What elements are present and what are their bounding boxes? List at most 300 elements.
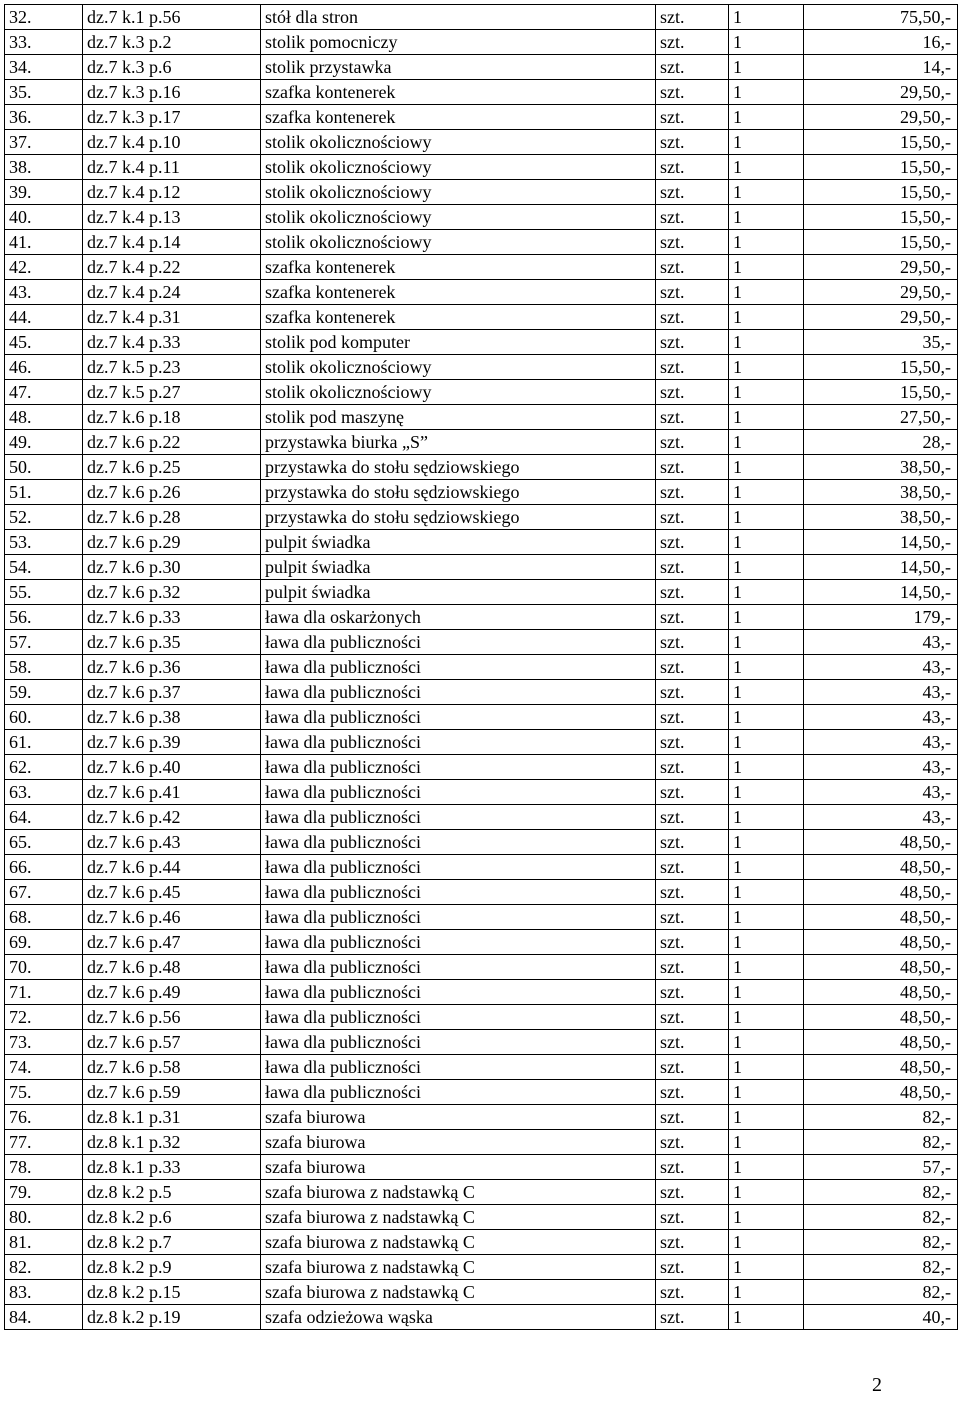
table-row	[5, 55, 958, 80]
inventory-location-cell: dz.7 k.4 p.11	[83, 155, 261, 180]
row-number-cell: 83.	[5, 1280, 83, 1305]
quantity-cell: 1	[729, 1205, 804, 1230]
quantity-cell: 1	[729, 1130, 804, 1155]
inventory-location-cell: dz.7 k.1 p.56	[83, 5, 261, 30]
quantity-cell: 1	[729, 630, 804, 655]
item-name-cell: ława dla oskarżonych	[261, 605, 656, 630]
row-number-cell: 34.	[5, 55, 83, 80]
quantity-cell: 1	[729, 730, 804, 755]
inventory-location-cell: dz.8 k.2 p.6	[83, 1205, 261, 1230]
table-row	[5, 930, 958, 955]
unit-cell: szt.	[656, 955, 729, 980]
inventory-location-cell: dz.7 k.4 p.14	[83, 230, 261, 255]
item-name-cell: szafa biurowa	[261, 1130, 656, 1155]
unit-cell: szt.	[656, 405, 729, 430]
table-row	[5, 1305, 958, 1330]
table-row	[5, 305, 958, 330]
quantity-cell: 1	[729, 605, 804, 630]
inventory-location-cell: dz.7 k.4 p.24	[83, 280, 261, 305]
value-cell: 82,-	[804, 1280, 958, 1305]
row-number-cell: 64.	[5, 805, 83, 830]
inventory-location-cell: dz.7 k.6 p.18	[83, 405, 261, 430]
value-cell: 29,50,-	[804, 105, 958, 130]
quantity-cell: 1	[729, 530, 804, 555]
quantity-cell: 1	[729, 705, 804, 730]
inventory-location-cell: dz.8 k.2 p.9	[83, 1255, 261, 1280]
row-number-cell: 79.	[5, 1180, 83, 1205]
quantity-cell: 1	[729, 480, 804, 505]
quantity-cell: 1	[729, 130, 804, 155]
inventory-location-cell: dz.7 k.6 p.45	[83, 880, 261, 905]
quantity-cell: 1	[729, 380, 804, 405]
table-row	[5, 1205, 958, 1230]
item-name-cell: stolik okolicznościowy	[261, 380, 656, 405]
table-row	[5, 1030, 958, 1055]
value-cell: 15,50,-	[804, 130, 958, 155]
row-number-cell: 54.	[5, 555, 83, 580]
inventory-location-cell: dz.7 k.6 p.32	[83, 580, 261, 605]
inventory-location-cell: dz.7 k.6 p.46	[83, 905, 261, 930]
item-name-cell: szafa biurowa z nadstawką C	[261, 1280, 656, 1305]
quantity-cell: 1	[729, 280, 804, 305]
table-row	[5, 205, 958, 230]
value-cell: 48,50,-	[804, 955, 958, 980]
quantity-cell: 1	[729, 955, 804, 980]
value-cell: 43,-	[804, 730, 958, 755]
item-name-cell: przystawka do stołu sędziowskiego	[261, 505, 656, 530]
item-name-cell: ława dla publiczności	[261, 880, 656, 905]
unit-cell: szt.	[656, 1155, 729, 1180]
item-name-cell: ława dla publiczności	[261, 955, 656, 980]
table-row	[5, 630, 958, 655]
value-cell: 57,-	[804, 1155, 958, 1180]
unit-cell: szt.	[656, 1230, 729, 1255]
inventory-location-cell: dz.7 k.6 p.36	[83, 655, 261, 680]
value-cell: 48,50,-	[804, 980, 958, 1005]
item-name-cell: stolik pod komputer	[261, 330, 656, 355]
unit-cell: szt.	[656, 255, 729, 280]
unit-cell: szt.	[656, 180, 729, 205]
row-number-cell: 46.	[5, 355, 83, 380]
inventory-location-cell: dz.7 k.6 p.26	[83, 480, 261, 505]
table-row	[5, 405, 958, 430]
inventory-location-cell: dz.7 k.5 p.23	[83, 355, 261, 380]
item-name-cell: ława dla publiczności	[261, 780, 656, 805]
quantity-cell: 1	[729, 1155, 804, 1180]
quantity-cell: 1	[729, 330, 804, 355]
value-cell: 38,50,-	[804, 455, 958, 480]
table-row	[5, 880, 958, 905]
value-cell: 15,50,-	[804, 355, 958, 380]
value-cell: 75,50,-	[804, 5, 958, 30]
row-number-cell: 73.	[5, 1030, 83, 1055]
inventory-location-cell: dz.7 k.6 p.59	[83, 1080, 261, 1105]
unit-cell: szt.	[656, 1030, 729, 1055]
row-number-cell: 48.	[5, 405, 83, 430]
item-name-cell: pulpit świadka	[261, 580, 656, 605]
row-number-cell: 45.	[5, 330, 83, 355]
item-name-cell: szafa biurowa z nadstawką C	[261, 1230, 656, 1255]
unit-cell: szt.	[656, 1080, 729, 1105]
table-row	[5, 1080, 958, 1105]
item-name-cell: stolik okolicznościowy	[261, 155, 656, 180]
quantity-cell: 1	[729, 805, 804, 830]
table-row	[5, 255, 958, 280]
item-name-cell: stolik pod maszynę	[261, 405, 656, 430]
table-row	[5, 1055, 958, 1080]
item-name-cell: ława dla publiczności	[261, 905, 656, 930]
table-row	[5, 30, 958, 55]
table-row	[5, 730, 958, 755]
table-row	[5, 555, 958, 580]
quantity-cell: 1	[729, 655, 804, 680]
item-name-cell: ława dla publiczności	[261, 705, 656, 730]
inventory-location-cell: dz.7 k.4 p.22	[83, 255, 261, 280]
item-name-cell: ława dla publiczności	[261, 1055, 656, 1080]
quantity-cell: 1	[729, 1030, 804, 1055]
table-row	[5, 430, 958, 455]
row-number-cell: 84.	[5, 1305, 83, 1330]
table-row	[5, 780, 958, 805]
row-number-cell: 51.	[5, 480, 83, 505]
table-row	[5, 655, 958, 680]
unit-cell: szt.	[656, 30, 729, 55]
value-cell: 27,50,-	[804, 405, 958, 430]
row-number-cell: 42.	[5, 255, 83, 280]
item-name-cell: szafka kontenerek	[261, 105, 656, 130]
row-number-cell: 41.	[5, 230, 83, 255]
inventory-location-cell: dz.7 k.5 p.27	[83, 380, 261, 405]
row-number-cell: 61.	[5, 730, 83, 755]
row-number-cell: 67.	[5, 880, 83, 905]
quantity-cell: 1	[729, 1080, 804, 1105]
item-name-cell: ława dla publiczności	[261, 1030, 656, 1055]
item-name-cell: stolik okolicznościowy	[261, 230, 656, 255]
quantity-cell: 1	[729, 580, 804, 605]
table-row	[5, 1255, 958, 1280]
unit-cell: szt.	[656, 530, 729, 555]
unit-cell: szt.	[656, 1205, 729, 1230]
quantity-cell: 1	[729, 905, 804, 930]
item-name-cell: szafa odzieżowa wąska	[261, 1305, 656, 1330]
item-name-cell: ława dla publiczności	[261, 680, 656, 705]
value-cell: 28,-	[804, 430, 958, 455]
value-cell: 43,-	[804, 755, 958, 780]
value-cell: 48,50,-	[804, 905, 958, 930]
unit-cell: szt.	[656, 805, 729, 830]
quantity-cell: 1	[729, 1255, 804, 1280]
item-name-cell: szafa biurowa z nadstawką C	[261, 1205, 656, 1230]
item-name-cell: szafa biurowa z nadstawką C	[261, 1180, 656, 1205]
quantity-cell: 1	[729, 980, 804, 1005]
inventory-location-cell: dz.7 k.4 p.10	[83, 130, 261, 155]
unit-cell: szt.	[656, 1180, 729, 1205]
unit-cell: szt.	[656, 705, 729, 730]
value-cell: 48,50,-	[804, 1080, 958, 1105]
inventory-location-cell: dz.7 k.6 p.58	[83, 1055, 261, 1080]
value-cell: 48,50,-	[804, 880, 958, 905]
quantity-cell: 1	[729, 1055, 804, 1080]
quantity-cell: 1	[729, 230, 804, 255]
value-cell: 14,-	[804, 55, 958, 80]
item-name-cell: pulpit świadka	[261, 555, 656, 580]
quantity-cell: 1	[729, 855, 804, 880]
quantity-cell: 1	[729, 1305, 804, 1330]
unit-cell: szt.	[656, 905, 729, 930]
item-name-cell: stolik przystawka	[261, 55, 656, 80]
value-cell: 43,-	[804, 655, 958, 680]
inventory-location-cell: dz.7 k.4 p.13	[83, 205, 261, 230]
row-number-cell: 49.	[5, 430, 83, 455]
unit-cell: szt.	[656, 55, 729, 80]
row-number-cell: 82.	[5, 1255, 83, 1280]
row-number-cell: 38.	[5, 155, 83, 180]
row-number-cell: 52.	[5, 505, 83, 530]
item-name-cell: szafka kontenerek	[261, 255, 656, 280]
table-row	[5, 455, 958, 480]
unit-cell: szt.	[656, 830, 729, 855]
row-number-cell: 70.	[5, 955, 83, 980]
unit-cell: szt.	[656, 555, 729, 580]
unit-cell: szt.	[656, 5, 729, 30]
row-number-cell: 39.	[5, 180, 83, 205]
unit-cell: szt.	[656, 80, 729, 105]
unit-cell: szt.	[656, 480, 729, 505]
quantity-cell: 1	[729, 555, 804, 580]
item-name-cell: ława dla publiczności	[261, 855, 656, 880]
item-name-cell: szafka kontenerek	[261, 305, 656, 330]
quantity-cell: 1	[729, 680, 804, 705]
inventory-location-cell: dz.8 k.2 p.19	[83, 1305, 261, 1330]
row-number-cell: 76.	[5, 1105, 83, 1130]
table-row	[5, 80, 958, 105]
value-cell: 48,50,-	[804, 1055, 958, 1080]
table-row	[5, 230, 958, 255]
item-name-cell: ława dla publiczności	[261, 755, 656, 780]
quantity-cell: 1	[729, 55, 804, 80]
unit-cell: szt.	[656, 230, 729, 255]
value-cell: 48,50,-	[804, 855, 958, 880]
table-row	[5, 280, 958, 305]
table-row	[5, 905, 958, 930]
item-name-cell: szafa biurowa	[261, 1105, 656, 1130]
quantity-cell: 1	[729, 880, 804, 905]
row-number-cell: 59.	[5, 680, 83, 705]
row-number-cell: 53.	[5, 530, 83, 555]
unit-cell: szt.	[656, 105, 729, 130]
row-number-cell: 74.	[5, 1055, 83, 1080]
table-row	[5, 955, 958, 980]
table-row	[5, 1180, 958, 1205]
inventory-location-cell: dz.7 k.6 p.30	[83, 555, 261, 580]
item-name-cell: stół dla stron	[261, 5, 656, 30]
table-row	[5, 355, 958, 380]
quantity-cell: 1	[729, 505, 804, 530]
row-number-cell: 68.	[5, 905, 83, 930]
row-number-cell: 37.	[5, 130, 83, 155]
inventory-location-cell: dz.7 k.3 p.2	[83, 30, 261, 55]
table-row	[5, 155, 958, 180]
unit-cell: szt.	[656, 1305, 729, 1330]
unit-cell: szt.	[656, 880, 729, 905]
table-row	[5, 980, 958, 1005]
quantity-cell: 1	[729, 780, 804, 805]
value-cell: 14,50,-	[804, 580, 958, 605]
table-row	[5, 705, 958, 730]
unit-cell: szt.	[656, 455, 729, 480]
table-row	[5, 180, 958, 205]
inventory-location-cell: dz.8 k.2 p.15	[83, 1280, 261, 1305]
table-row	[5, 755, 958, 780]
inventory-table-body	[5, 5, 958, 1330]
value-cell: 15,50,-	[804, 380, 958, 405]
inventory-location-cell: dz.8 k.1 p.32	[83, 1130, 261, 1155]
row-number-cell: 65.	[5, 830, 83, 855]
table-row	[5, 855, 958, 880]
value-cell: 48,50,-	[804, 930, 958, 955]
value-cell: 48,50,-	[804, 830, 958, 855]
value-cell: 82,-	[804, 1130, 958, 1155]
value-cell: 82,-	[804, 1205, 958, 1230]
inventory-location-cell: dz.7 k.6 p.22	[83, 430, 261, 455]
row-number-cell: 60.	[5, 705, 83, 730]
quantity-cell: 1	[729, 755, 804, 780]
value-cell: 82,-	[804, 1105, 958, 1130]
value-cell: 15,50,-	[804, 205, 958, 230]
value-cell: 29,50,-	[804, 255, 958, 280]
item-name-cell: ława dla publiczności	[261, 930, 656, 955]
item-name-cell: przystawka do stołu sędziowskiego	[261, 455, 656, 480]
row-number-cell: 43.	[5, 280, 83, 305]
unit-cell: szt.	[656, 380, 729, 405]
table-row	[5, 805, 958, 830]
value-cell: 15,50,-	[804, 230, 958, 255]
value-cell: 82,-	[804, 1180, 958, 1205]
item-name-cell: ława dla publiczności	[261, 1080, 656, 1105]
row-number-cell: 75.	[5, 1080, 83, 1105]
unit-cell: szt.	[656, 630, 729, 655]
row-number-cell: 50.	[5, 455, 83, 480]
unit-cell: szt.	[656, 1055, 729, 1080]
value-cell: 14,50,-	[804, 555, 958, 580]
value-cell: 179,-	[804, 605, 958, 630]
item-name-cell: stolik okolicznościowy	[261, 130, 656, 155]
value-cell: 38,50,-	[804, 480, 958, 505]
quantity-cell: 1	[729, 405, 804, 430]
item-name-cell: ława dla publiczności	[261, 805, 656, 830]
quantity-cell: 1	[729, 5, 804, 30]
row-number-cell: 44.	[5, 305, 83, 330]
quantity-cell: 1	[729, 1280, 804, 1305]
unit-cell: szt.	[656, 680, 729, 705]
row-number-cell: 72.	[5, 1005, 83, 1030]
inventory-location-cell: dz.7 k.4 p.33	[83, 330, 261, 355]
inventory-location-cell: dz.7 k.6 p.57	[83, 1030, 261, 1055]
inventory-location-cell: dz.7 k.6 p.37	[83, 680, 261, 705]
item-name-cell: stolik okolicznościowy	[261, 355, 656, 380]
inventory-location-cell: dz.7 k.6 p.35	[83, 630, 261, 655]
value-cell: 82,-	[804, 1230, 958, 1255]
unit-cell: szt.	[656, 355, 729, 380]
inventory-location-cell: dz.7 k.3 p.17	[83, 105, 261, 130]
value-cell: 82,-	[804, 1255, 958, 1280]
row-number-cell: 81.	[5, 1230, 83, 1255]
value-cell: 48,50,-	[804, 1005, 958, 1030]
quantity-cell: 1	[729, 355, 804, 380]
unit-cell: szt.	[656, 1005, 729, 1030]
inventory-location-cell: dz.7 k.6 p.41	[83, 780, 261, 805]
value-cell: 43,-	[804, 680, 958, 705]
table-row	[5, 1230, 958, 1255]
table-row	[5, 380, 958, 405]
table-row	[5, 480, 958, 505]
inventory-location-cell: dz.7 k.3 p.6	[83, 55, 261, 80]
inventory-location-cell: dz.7 k.6 p.28	[83, 505, 261, 530]
table-row	[5, 1155, 958, 1180]
quantity-cell: 1	[729, 80, 804, 105]
row-number-cell: 47.	[5, 380, 83, 405]
inventory-location-cell: dz.7 k.6 p.44	[83, 855, 261, 880]
inventory-location-cell: dz.7 k.6 p.29	[83, 530, 261, 555]
table-row	[5, 105, 958, 130]
item-name-cell: ława dla publiczności	[261, 730, 656, 755]
table-row	[5, 680, 958, 705]
quantity-cell: 1	[729, 1180, 804, 1205]
row-number-cell: 36.	[5, 105, 83, 130]
table-row	[5, 505, 958, 530]
value-cell: 43,-	[804, 705, 958, 730]
table-row	[5, 1280, 958, 1305]
page-number: 2	[872, 1374, 882, 1396]
row-number-cell: 55.	[5, 580, 83, 605]
row-number-cell: 63.	[5, 780, 83, 805]
row-number-cell: 58.	[5, 655, 83, 680]
unit-cell: szt.	[656, 1280, 729, 1305]
quantity-cell: 1	[729, 1105, 804, 1130]
row-number-cell: 57.	[5, 630, 83, 655]
inventory-location-cell: dz.7 k.4 p.31	[83, 305, 261, 330]
row-number-cell: 71.	[5, 980, 83, 1005]
row-number-cell: 66.	[5, 855, 83, 880]
table-row	[5, 830, 958, 855]
row-number-cell: 56.	[5, 605, 83, 630]
unit-cell: szt.	[656, 155, 729, 180]
inventory-location-cell: dz.7 k.6 p.56	[83, 1005, 261, 1030]
table-row	[5, 1005, 958, 1030]
inventory-location-cell: dz.7 k.6 p.40	[83, 755, 261, 780]
table-row	[5, 330, 958, 355]
table-row	[5, 605, 958, 630]
inventory-location-cell: dz.7 k.6 p.47	[83, 930, 261, 955]
quantity-cell: 1	[729, 455, 804, 480]
unit-cell: szt.	[656, 755, 729, 780]
value-cell: 15,50,-	[804, 155, 958, 180]
row-number-cell: 80.	[5, 1205, 83, 1230]
row-number-cell: 69.	[5, 930, 83, 955]
table-row	[5, 1105, 958, 1130]
unit-cell: szt.	[656, 930, 729, 955]
item-name-cell: ława dla publiczności	[261, 630, 656, 655]
quantity-cell: 1	[729, 255, 804, 280]
row-number-cell: 77.	[5, 1130, 83, 1155]
inventory-location-cell: dz.7 k.6 p.25	[83, 455, 261, 480]
value-cell: 43,-	[804, 805, 958, 830]
unit-cell: szt.	[656, 330, 729, 355]
inventory-location-cell: dz.7 k.3 p.16	[83, 80, 261, 105]
value-cell: 14,50,-	[804, 530, 958, 555]
table-row	[5, 5, 958, 30]
value-cell: 43,-	[804, 630, 958, 655]
